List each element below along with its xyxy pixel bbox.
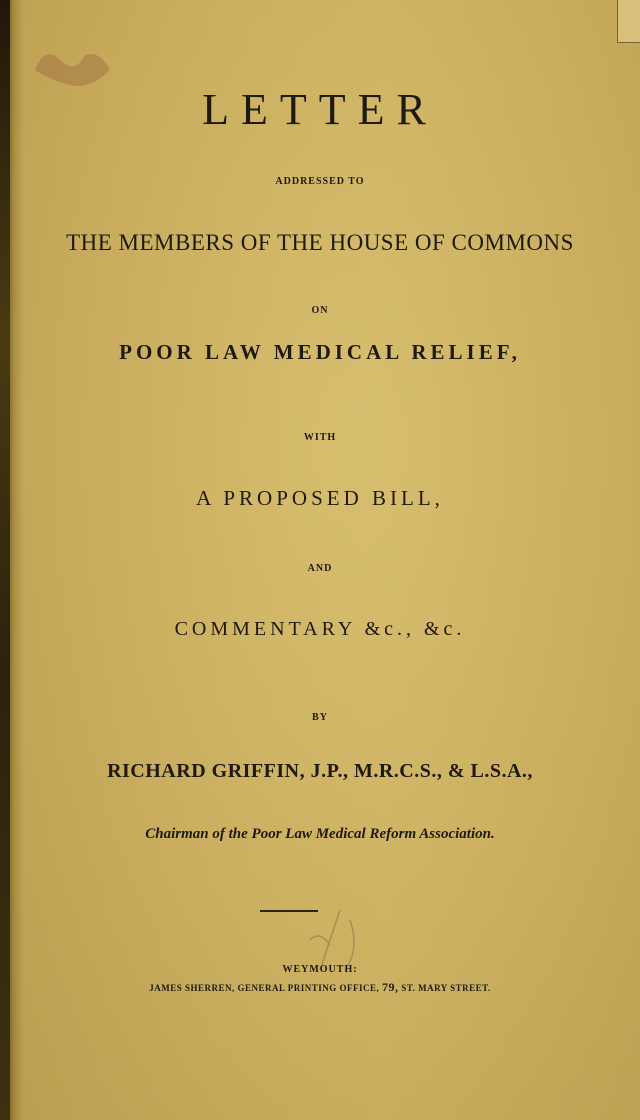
on-label: ON bbox=[311, 305, 329, 316]
with-label: WITH bbox=[303, 432, 337, 443]
bill-heading: A PROPOSED BILL, bbox=[196, 486, 444, 510]
addressed-to-label: ADDRESSED TO bbox=[275, 176, 365, 187]
imprint-place: WEYMOUTH: bbox=[282, 964, 358, 975]
subject-heading: POOR LAW MEDICAL RELIEF, bbox=[119, 340, 521, 364]
by-label: BY bbox=[312, 712, 328, 723]
recipients-heading: THE MEMBERS OF THE HOUSE OF COMMONS bbox=[66, 230, 574, 255]
imprint-street: ST. MARY STREET. bbox=[401, 983, 491, 993]
imprint-printer: JAMES SHERREN, GENERAL PRINTING OFFICE, bbox=[149, 983, 380, 993]
book-spine-shadow bbox=[0, 0, 10, 1120]
imprint-printer-line bbox=[0, 980, 640, 995]
and-label: AND bbox=[307, 563, 333, 574]
commentary-heading: COMMENTARY &c., &c. bbox=[174, 618, 466, 640]
document-title: LETTER bbox=[202, 85, 438, 134]
author-name: RICHARD GRIFFIN, J.P., M.R.C.S., & L.S.A., bbox=[107, 760, 533, 782]
page-corner bbox=[617, 0, 640, 43]
imprint-number: 79, bbox=[381, 980, 399, 994]
author-role: Chairman of the Poor Law Medical Reform Association. bbox=[145, 826, 495, 842]
